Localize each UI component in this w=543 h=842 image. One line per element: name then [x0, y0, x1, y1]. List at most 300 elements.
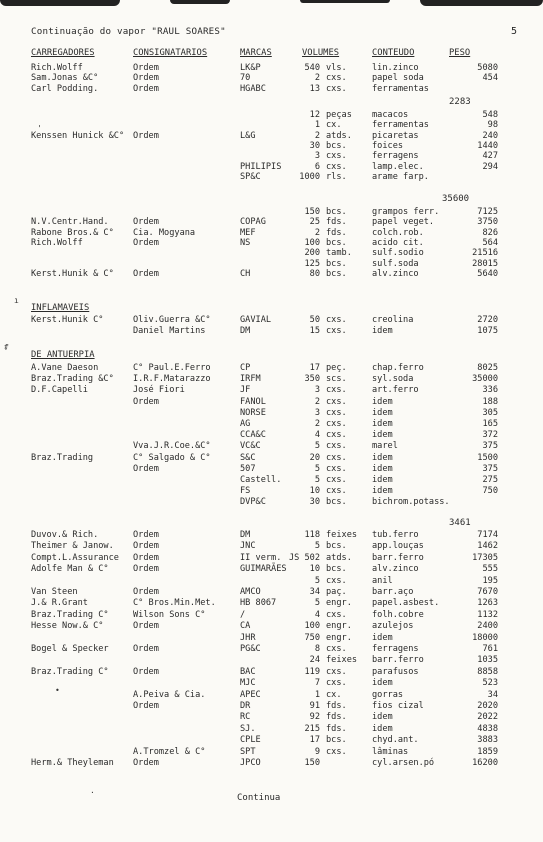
consignee-cell: José Fiori [133, 385, 185, 396]
marks-cell: SPT [240, 746, 256, 757]
table-row [0, 690, 543, 700]
marks-cell: BAC [240, 666, 256, 677]
marks-cell: COPAG [240, 217, 266, 228]
table-row [0, 363, 543, 373]
marks-cell: L&G [240, 130, 256, 141]
recipient-cell: Bogel & Specker [31, 644, 109, 654]
consignee-cell: Ordem [133, 130, 159, 141]
quantity-cell: 5 [314, 463, 320, 474]
contents-cell: idem [372, 452, 393, 463]
recipient-cell: Theimer & Janow. [31, 541, 114, 552]
unit-cell: bcs. [326, 268, 347, 279]
quantity-cell: 100 [304, 621, 320, 632]
contents-cell: chap.ferro [372, 363, 424, 373]
quantity-cell: 5 [314, 541, 320, 552]
table-row [0, 747, 543, 757]
marks-cell: GUIMARÃES [240, 564, 287, 575]
table-row [0, 598, 543, 608]
header-volumes: VOLUMES [302, 48, 340, 58]
contents-cell: lin.zinco [372, 63, 419, 73]
document-title: Continuação do vapor "RAUL SOARES" [31, 26, 226, 37]
quantity-cell: 13 [309, 83, 320, 94]
recipient-cell: Braz.Trading C° [31, 666, 109, 677]
subtotal-3: 3461 [449, 518, 471, 528]
contents-cell: ferragens [372, 151, 419, 162]
marks-cell: DM [240, 530, 251, 540]
quantity-cell: JS 502 [288, 552, 320, 563]
contents-cell: idem [372, 326, 393, 336]
marks-cell: HB 8067 [240, 598, 277, 609]
header-consignee: CONSIGNATARIOS [133, 48, 208, 58]
unit-cell: bcs. [326, 140, 347, 151]
table-row [0, 464, 543, 474]
contents-cell: art.ferro [372, 385, 419, 396]
table-row [0, 419, 543, 429]
recipient-cell: J.& R.Grant [31, 598, 88, 609]
unit-cell: bcs. [326, 497, 347, 508]
consignee-cell: Ordem [133, 541, 159, 552]
table-row [0, 430, 543, 440]
quantity-cell: 3 [314, 151, 320, 162]
weight-cell: 7125 [477, 207, 498, 217]
marks-cell: II verm. [240, 552, 282, 563]
recipient-cell: Compt.L.Assurance [31, 552, 119, 563]
unit-cell: cxs. [326, 326, 347, 336]
weight-cell: 1462 [477, 541, 498, 552]
table-row [0, 151, 543, 161]
marks-cell: DM [240, 326, 251, 336]
quantity-cell: 7 [314, 678, 320, 689]
unit-cell: cxs. [326, 161, 347, 172]
unit-cell: cxs. [326, 452, 347, 463]
quantity-cell: 5 [314, 575, 320, 586]
unit-cell: bcs. [326, 564, 347, 575]
table-row [0, 408, 543, 418]
contents-cell: anil [372, 575, 393, 586]
weight-cell: 1263 [477, 598, 498, 609]
recipient-cell: Kerst.Hunik C° [31, 315, 104, 325]
weight-cell: 98 [487, 120, 498, 131]
quantity-cell: 17 [309, 735, 320, 746]
weight-cell: 7174 [477, 530, 498, 540]
quantity-cell: 2 [314, 73, 320, 84]
consignee-cell: Ordem [133, 83, 159, 94]
quantity-cell: 30 [309, 140, 320, 151]
quantity-cell: 9 [314, 746, 320, 757]
contents-cell: barr.aço [372, 587, 414, 597]
table-row [0, 553, 543, 563]
quantity-cell: 34 [309, 587, 320, 597]
marks-cell: AMCO [240, 587, 261, 597]
quantity-cell: 1000 [299, 171, 320, 182]
weight-cell: 1035 [477, 655, 498, 666]
marks-cell: JHR [240, 632, 256, 643]
consignee-cell: C° Salgado & C° [133, 452, 211, 463]
quantity-cell: 20 [309, 452, 320, 463]
table-row [0, 735, 543, 745]
quantity-cell: 2 [314, 130, 320, 141]
unit-cell: fds. [326, 701, 347, 711]
table-row [0, 238, 543, 248]
weight-cell: 555 [482, 564, 498, 575]
unit-cell: fds. [326, 723, 347, 734]
consignee-cell: Ordem [133, 217, 159, 228]
table-row [0, 497, 543, 507]
punch-mark: ' [37, 124, 42, 133]
unit-cell: cx. [326, 120, 342, 131]
weight-cell: 35000 [472, 374, 498, 385]
quantity-cell: 2 [314, 419, 320, 429]
weight-cell: 8858 [477, 666, 498, 677]
marks-cell: / [240, 609, 246, 620]
contents-cell: idem [372, 396, 393, 407]
contents-cell: barr.ferro [372, 552, 424, 563]
table-row [0, 667, 543, 677]
unit-cell: cxs. [326, 746, 347, 757]
consignee-cell: Wilson Sons C° [133, 609, 206, 620]
contents-cell: colch.rob. [372, 227, 424, 238]
consignee-cell: Cia. Mogyana [133, 227, 196, 238]
contents-cell: creolina [372, 315, 414, 325]
weight-cell: 1132 [477, 609, 498, 620]
quantity-cell: 92 [309, 712, 320, 723]
consignee-cell: Ordem [133, 564, 159, 575]
contents-cell: ferramentas [372, 120, 429, 131]
marks-cell: APEC [240, 689, 261, 700]
quantity-cell: 125 [304, 258, 320, 269]
quantity-cell: 4 [314, 430, 320, 441]
table-row [0, 259, 543, 269]
weight-cell: 548 [482, 110, 498, 120]
weight-cell: 8025 [477, 363, 498, 373]
weight-cell: 16200 [472, 758, 498, 768]
contents-cell: bichrom.potass. [372, 497, 450, 508]
unit-cell: fds. [326, 217, 347, 228]
contents-cell: acido cit. [372, 237, 424, 248]
unit-cell: cxs. [326, 609, 347, 620]
recipient-cell: Herm.& Theyleman [31, 758, 114, 768]
unit-cell: cxs. [326, 151, 347, 162]
table-row [0, 655, 543, 665]
marks-cell: DVP&C [240, 497, 266, 508]
table-row [0, 172, 543, 182]
header-weight: PESO [449, 48, 471, 58]
quantity-cell: 50 [309, 315, 320, 325]
unit-cell: cx. [326, 689, 342, 700]
consignee-cell: Ordem [133, 701, 159, 711]
table-row [0, 73, 543, 83]
quantity-cell: 5 [314, 598, 320, 609]
contents-cell: idem [372, 678, 393, 689]
unit-cell: bcs. [326, 735, 347, 746]
marks-cell: SP&C [240, 171, 261, 182]
contents-cell: ferragens [372, 644, 419, 654]
weight-cell: 240 [482, 130, 498, 141]
unit-cell: bcs. [326, 258, 347, 269]
contents-cell: fios cizal [372, 701, 424, 711]
recipient-cell: Rich.Wolff [31, 237, 83, 248]
quantity-cell: 4 [314, 609, 320, 620]
marks-cell: PHILIPIS [240, 161, 282, 172]
table-row [0, 587, 543, 597]
weight-cell: 454 [482, 73, 498, 84]
unit-cell: cxs. [326, 419, 347, 429]
table-row [0, 453, 543, 463]
recipient-cell: A.Vane Daeson [31, 363, 99, 373]
consignee-cell: Ordem [133, 758, 159, 768]
recipient-cell: Duvov.& Rich. [31, 530, 99, 540]
marks-cell: CP [240, 363, 251, 373]
weight-cell: 2400 [477, 621, 498, 632]
weight-cell: 294 [482, 161, 498, 172]
unit-cell: engr. [326, 598, 352, 609]
quantity-cell: 8 [314, 644, 320, 654]
contents-cell: alv.zinco [372, 268, 419, 279]
marks-cell: FS [240, 486, 251, 497]
table-row [0, 385, 543, 395]
quantity-cell: 150 [304, 207, 320, 217]
unit-cell: fds. [326, 712, 347, 723]
quantity-cell: 1 [314, 120, 320, 131]
unit-cell: cxs. [326, 396, 347, 407]
marks-cell: FANOL [240, 396, 266, 407]
consignee-cell: Ordem [133, 73, 159, 84]
weight-cell: 4838 [477, 723, 498, 734]
contents-cell: barr.ferro [372, 655, 424, 666]
consignee-cell: Ordem [133, 463, 159, 474]
weight-cell: 523 [482, 678, 498, 689]
consignee-cell: Ordem [133, 666, 159, 677]
consignee-cell: Ordem [133, 621, 159, 632]
footer-continua: Continua [237, 793, 281, 803]
weight-cell: 750 [482, 486, 498, 497]
recipient-cell: D.F.Capelli [31, 385, 88, 396]
weight-cell: 375 [482, 441, 498, 452]
marks-cell: SJ. [240, 723, 256, 734]
quantity-cell: 5 [314, 441, 320, 452]
marks-cell: IRFM [240, 374, 261, 385]
contents-cell: marel [372, 441, 398, 452]
unit-cell: engr. [326, 621, 352, 632]
weight-cell: 336 [482, 385, 498, 396]
unit-cell: engr. [326, 632, 352, 643]
consignee-cell: Ordem [133, 530, 159, 540]
unit-cell: cxs. [326, 83, 347, 94]
table-row [0, 530, 543, 540]
table-row [0, 269, 543, 279]
marks-cell: NS [240, 237, 251, 248]
unit-cell: feixes [326, 530, 358, 540]
contents-cell: foices [372, 140, 404, 151]
contents-cell: idem [372, 712, 393, 723]
weight-cell: 3883 [477, 735, 498, 746]
quantity-cell: 119 [304, 666, 320, 677]
table-row [0, 678, 543, 688]
unit-cell: cxs. [326, 486, 347, 497]
unit-cell: cxs. [326, 678, 347, 689]
table-row [0, 63, 543, 73]
contents-cell: papel.asbest. [372, 598, 440, 609]
quantity-cell: 12 [309, 110, 320, 120]
marks-cell: CH [240, 268, 251, 279]
contents-cell: papel veget. [372, 217, 435, 228]
table-row [0, 110, 543, 120]
contents-cell: arame farp. [372, 171, 429, 182]
quantity-cell: 24 [309, 655, 320, 666]
marks-cell: GAVIAL [240, 315, 272, 325]
contents-cell: chyd.ant. [372, 735, 419, 746]
quantity-cell: 200 [304, 248, 320, 259]
consignee-cell: Ordem [133, 396, 159, 407]
table-row [0, 621, 543, 631]
section-antuerpia: DE ANTUERPIA [31, 350, 95, 360]
contents-cell: idem [372, 632, 393, 643]
consignee-cell: Ordem [133, 644, 159, 654]
quantity-cell: 17 [309, 363, 320, 373]
quantity-cell: 100 [304, 237, 320, 248]
weight-cell: 17305 [472, 552, 498, 563]
table-row [0, 162, 543, 172]
unit-cell: cxs. [326, 385, 347, 396]
marks-cell: PG&C [240, 644, 261, 654]
table-row [0, 724, 543, 734]
weight-cell: 564 [482, 237, 498, 248]
table-row [0, 633, 543, 643]
contents-cell: sulf.sodio [372, 248, 424, 259]
consignee-cell: C° Bros.Min.Met. [133, 598, 216, 609]
weight-cell: 1440 [477, 140, 498, 151]
table-row [0, 120, 543, 130]
marks-cell: CCA&C [240, 430, 266, 441]
weight-cell: 375 [482, 463, 498, 474]
weight-cell: 2720 [477, 315, 498, 325]
consignee-cell: Ordem [133, 587, 159, 597]
unit-cell: peças [326, 110, 352, 120]
recipient-cell: Rabone Bros.& C° [31, 227, 114, 238]
unit-cell: cxs. [326, 475, 347, 485]
unit-cell: scs. [326, 374, 347, 385]
quantity-cell: 15 [309, 326, 320, 336]
recipient-cell: Van Steen [31, 587, 78, 597]
contents-cell: idem [372, 430, 393, 441]
quantity-cell: 350 [304, 374, 320, 385]
weight-cell: 427 [482, 151, 498, 162]
unit-cell: rls. [326, 171, 347, 182]
weight-cell: 372 [482, 430, 498, 441]
consignee-cell: A.Tromzel & C° [133, 746, 206, 757]
weight-cell: 826 [482, 227, 498, 238]
consignee-cell: Ordem [133, 552, 159, 563]
contents-cell: ferramentas [372, 83, 429, 94]
unit-cell: cxs. [326, 315, 347, 325]
contents-cell: folh.cobre [372, 609, 424, 620]
quantity-cell: 3 [314, 407, 320, 418]
table-row [0, 374, 543, 384]
contents-cell: papel soda [372, 73, 424, 84]
consignee-cell: Daniel Martins [133, 326, 206, 336]
consignee-cell: C° Paul.E.Ferro [133, 363, 211, 373]
weight-cell: 188 [482, 396, 498, 407]
table-row [0, 701, 543, 711]
subtotal-2: 35600 [442, 194, 470, 204]
header-marks: MARCAS [240, 48, 272, 58]
recipient-cell: Kerst.Hunik & C° [31, 268, 114, 279]
marks-cell: CPLE [240, 735, 261, 746]
contents-cell: syl.soda [372, 374, 414, 385]
consignee-cell: Ordem [133, 268, 159, 279]
unit-cell: bcs. [326, 237, 347, 248]
quantity-cell: 10 [309, 486, 320, 497]
recipient-cell: N.V.Centr.Hand. [31, 217, 109, 228]
quantity-cell: 25 [309, 217, 320, 228]
marks-cell: LK&P [240, 63, 261, 73]
punch-mark: ᵮ [4, 343, 9, 352]
recipient-cell: Hesse Now.& C° [31, 621, 104, 632]
unit-cell: peç. [326, 363, 347, 373]
recipient-cell: Braz.Trading &C° [31, 374, 114, 385]
section-inflamaveis: INFLAMAVEIS [31, 303, 90, 313]
table-row [0, 486, 543, 496]
table-row [0, 248, 543, 258]
table-row [0, 541, 543, 551]
contents-cell: tub.ferro [372, 530, 419, 540]
unit-cell: cxs. [326, 73, 347, 84]
marks-cell: MEF [240, 227, 256, 238]
recipient-cell: Carl Podding. [31, 83, 99, 94]
quantity-cell: 6 [314, 161, 320, 172]
contents-cell: macacos [372, 110, 409, 120]
recipient-cell: Kenssen Hunick &C° [31, 130, 125, 141]
weight-cell: 1500 [477, 452, 498, 463]
weight-cell: 18000 [472, 632, 498, 643]
unit-cell: bcs. [326, 541, 347, 552]
unit-cell: cxs. [326, 575, 347, 586]
quantity-cell: 5 [314, 475, 320, 485]
weight-cell: 195 [482, 575, 498, 586]
weight-cell: 21516 [472, 248, 498, 259]
quantity-cell: 118 [304, 530, 320, 540]
weight-cell: 3750 [477, 217, 498, 228]
contents-cell: azulejos [372, 621, 414, 632]
quantity-cell: 1 [314, 689, 320, 700]
weight-cell: 761 [482, 644, 498, 654]
contents-cell: picaretas [372, 130, 419, 141]
table-row [0, 576, 543, 586]
consignee-cell: I.R.F.Matarazzo [133, 374, 211, 385]
quantity-cell: 80 [309, 268, 320, 279]
quantity-cell: 30 [309, 497, 320, 508]
table-row [0, 228, 543, 238]
header-contents: CONTEUDO [372, 48, 415, 58]
consignee-cell: Ordem [133, 237, 159, 248]
unit-cell: bcs. [326, 207, 347, 217]
ink-dot: • [55, 686, 60, 695]
marks-cell: 70 [240, 73, 251, 84]
contents-cell: alv.zinco [372, 564, 419, 575]
contents-cell: parafusos [372, 666, 419, 677]
quantity-cell: 150 [304, 758, 320, 768]
consignee-cell: Vva.J.R.Coe.&C° [133, 441, 211, 452]
weight-cell: 165 [482, 419, 498, 429]
contents-cell: idem [372, 486, 393, 497]
quantity-cell: 2 [314, 396, 320, 407]
table-row [0, 475, 543, 485]
unit-cell: cxs. [326, 644, 347, 654]
marks-cell: 507 [240, 463, 256, 474]
marks-cell: CA [240, 621, 251, 632]
marks-cell: RC [240, 712, 251, 723]
quantity-cell: 215 [304, 723, 320, 734]
